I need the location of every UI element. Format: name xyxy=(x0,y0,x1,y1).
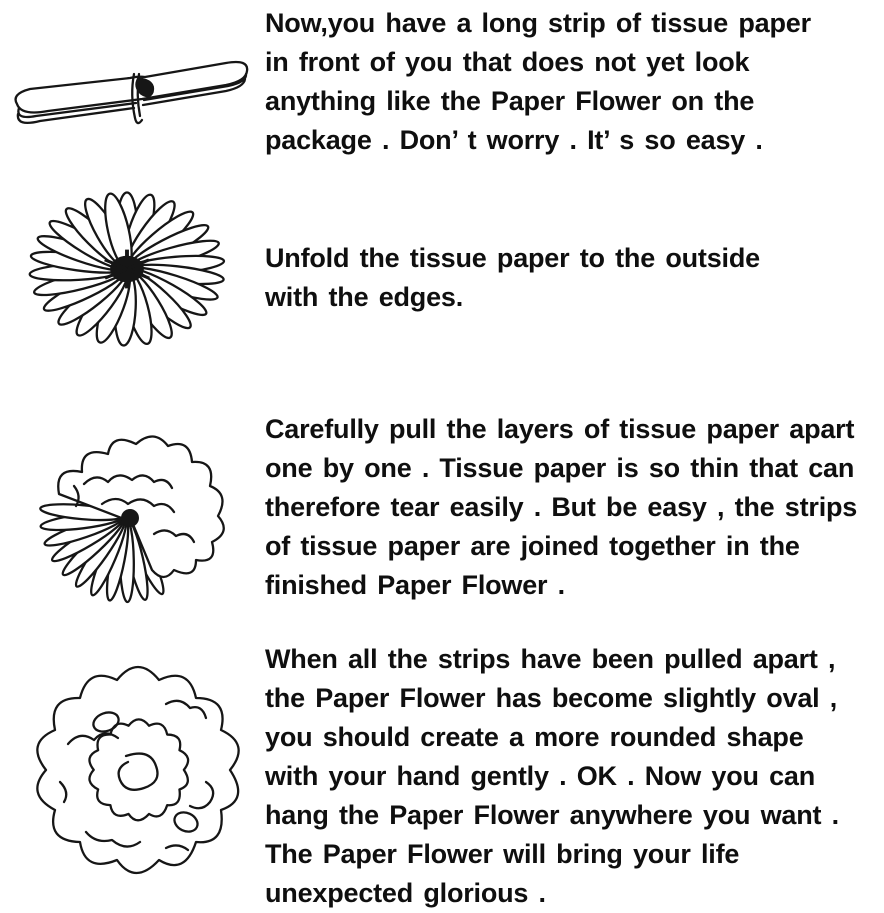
finished-pom-pom-flower-illustration xyxy=(16,652,264,888)
text-line: of tissue paper are joined together in the xyxy=(265,531,800,561)
text-line: in front of you that does not yet look xyxy=(265,47,750,77)
text-line: with your hand gently . OK . Now you can xyxy=(265,761,816,791)
text-line: the Paper Flower has become slightly oval , xyxy=(265,683,838,713)
text-line: with the edges. xyxy=(265,282,464,312)
text-line: package . Don’ t worry . It’ s so easy . xyxy=(265,125,763,155)
text-line: one by one . Tissue paper is so thin that can xyxy=(265,453,855,483)
half-separated-flower-icon xyxy=(14,424,246,604)
text-line: The Paper Flower will bring your life xyxy=(265,839,740,869)
pom-pom-flower-icon xyxy=(16,652,264,888)
text-line: anything like the Paper Flower on the xyxy=(265,86,755,116)
text-line: Carefully pull the layers of tissue paper apart xyxy=(265,414,855,444)
folded-tissue-strip-icon xyxy=(4,50,252,144)
text-line: finished Paper Flower . xyxy=(265,570,565,600)
folded-tissue-strip-illustration xyxy=(4,50,252,144)
text-line: therefore tear easily . But be easy , the strips xyxy=(265,492,858,522)
text-line: Now,you have a long strip of tissue paper xyxy=(265,8,811,38)
text-line: you should create a more rounded shape xyxy=(265,722,804,752)
text-line: Unfold the tissue paper to the outside xyxy=(265,243,760,273)
step-4-text xyxy=(265,640,839,913)
step-2-text xyxy=(265,239,760,317)
half-separated-flower-illustration xyxy=(14,424,246,604)
step-3-text xyxy=(265,410,857,605)
unfolded-fan-flower-illustration xyxy=(22,190,232,348)
fan-flower-icon xyxy=(22,190,232,348)
text-line: unexpected glorious . xyxy=(265,878,546,908)
step-1-text xyxy=(265,4,811,160)
text-line: hang the Paper Flower anywhere you want . xyxy=(265,800,839,830)
text-line: When all the strips have been pulled apart , xyxy=(265,644,836,674)
